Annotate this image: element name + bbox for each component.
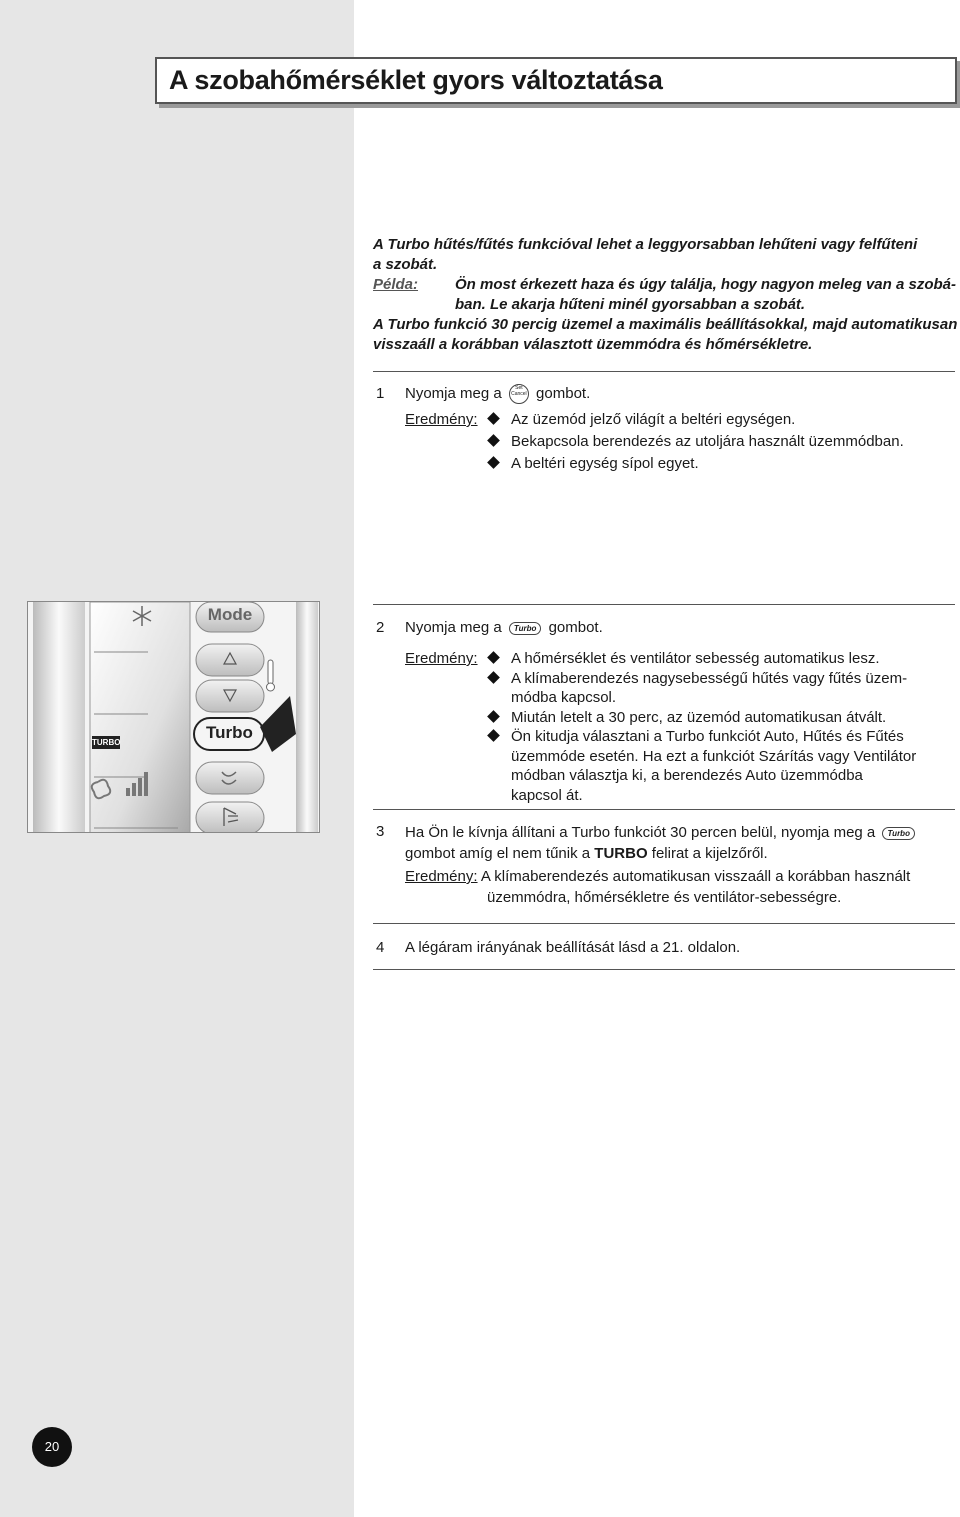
bullet-diamond-icon (487, 710, 500, 723)
example-label: Példa: (373, 276, 419, 293)
result-bullet: Bekapcsola berendezés az utoljára használt üzemmódban. (511, 433, 904, 450)
step-instruction: A légáram irányának beállítását lásd a 21. oldalon. (405, 939, 741, 956)
display-turbo-indicator: TURBO (92, 738, 121, 747)
result-row (405, 454, 955, 474)
bullet-diamond-icon (487, 729, 500, 742)
intro-block (373, 235, 958, 355)
step-2-result (405, 649, 955, 805)
page-title: A szobahőmérséklet gyors változtatása (169, 65, 663, 95)
result-row (405, 708, 955, 728)
step-number: 4 (376, 939, 385, 956)
example-row (373, 275, 958, 295)
title-box (155, 57, 957, 104)
result-bullet-cont: kapcsol át. (511, 786, 583, 804)
step-number: 1 (376, 385, 385, 402)
step-1-result (405, 410, 955, 474)
bullet-diamond-icon (487, 456, 500, 469)
result-row (405, 410, 955, 430)
divider (373, 604, 955, 605)
step-instruction (405, 384, 955, 404)
remote-svg (28, 602, 320, 833)
page-number: 20 (32, 1427, 72, 1467)
result-row (405, 669, 955, 689)
result-label: Eredmény: (405, 650, 478, 667)
set-cancel-button-icon (509, 384, 529, 404)
instruction-text: Nyomja meg a (405, 385, 502, 402)
bullet-diamond-icon (487, 671, 500, 684)
step-3-result (405, 866, 955, 908)
result-label: Eredmény: (405, 411, 478, 428)
remote-control-illustration (27, 601, 320, 833)
example-text-cont: ban. Le akarja hűteni minél gyorsabban a szobát. (455, 296, 806, 313)
step-instruction (405, 822, 955, 864)
intro-line: a szobát. (373, 256, 438, 273)
step-number: 2 (376, 619, 385, 636)
turbo-button-label: Turbo (206, 723, 253, 742)
instruction-text: Ha Ön le kívnja állítani a Turbo funkciót 30 percen belül, nyomja meg a (405, 824, 876, 841)
result-bullet: Miután letelt a 30 perc, az üzemód automatikusan átvált. (511, 708, 887, 726)
instruction-text: gombot amíg el nem tűnik a (405, 845, 591, 862)
divider (373, 809, 955, 810)
instruction-text: felirat a kijelzőről. (651, 845, 768, 862)
turbo-button-icon: Turbo (882, 827, 915, 840)
example-text: Ön most érkezett haza és úgy találja, hogy nagyon meleg van a szobá- (455, 276, 956, 293)
result-bullet-cont: módba kapcsol. (511, 689, 617, 706)
button-icon-label: Set Cancel (511, 385, 527, 398)
result-row (405, 786, 955, 806)
divider (373, 371, 955, 372)
bullet-diamond-icon (487, 412, 500, 425)
intro-line: visszaáll a korábban választott üzemmódra és hőmérsékletre. (373, 336, 813, 353)
bullet-diamond-icon (487, 651, 500, 664)
turbo-button-icon: Turbo (509, 622, 542, 635)
result-bullet: Az üzemód jelző világít a beltéri egységen. (511, 411, 796, 428)
result-row (405, 727, 955, 747)
divider (373, 969, 955, 970)
mode-button-label: Mode (207, 605, 253, 624)
turbo-display-word: TURBO (594, 845, 648, 862)
intro-line: A Turbo funkció 30 percig üzemel a maximális beállításokkal, majd automatikusan (373, 316, 958, 333)
result-bullet-cont: módban választja ki, a berendezés Auto üzemmódba (511, 767, 863, 784)
divider (373, 923, 955, 924)
thermometer-icon (267, 660, 275, 691)
instruction-text: gombot. (548, 619, 603, 636)
intro-line: A Turbo hűtés/fűtés funkcióval lehet a leggyorsabban lehűteni vagy felfűteni (373, 236, 918, 253)
result-bullet: Ön kitudja választani a Turbo funkciót Auto, Hűtés és Fűtés (511, 728, 904, 745)
result-text: A klímaberendezés automatikusan visszaáll a korábban használt (480, 868, 911, 885)
instruction-text: gombot. (536, 385, 591, 402)
result-row (405, 766, 955, 786)
result-label: Eredmény: (405, 868, 478, 885)
step-instruction (405, 618, 955, 638)
bullet-diamond-icon (487, 434, 500, 447)
result-row (405, 747, 955, 767)
instruction-text: Nyomja meg a (405, 619, 502, 636)
step-number: 3 (376, 823, 385, 840)
result-row (405, 432, 955, 452)
result-row (405, 688, 955, 708)
result-text: üzemmódra, hőmérsékletre és ventilátor-sebességre. (487, 889, 842, 906)
result-bullet: A beltéri egység sípol egyet. (511, 455, 699, 472)
result-bullet: A klímaberendezés nagysebességű hűtés vagy fűtés üzem- (511, 669, 908, 687)
result-bullet: A hőmérséklet és ventilátor sebesség automatikus lesz. (511, 650, 880, 667)
result-bullet-cont: üzemmóde esetén. Ha ezt a funkciót Szárítás vagy Ventilátor (511, 747, 917, 765)
result-row (405, 649, 955, 669)
